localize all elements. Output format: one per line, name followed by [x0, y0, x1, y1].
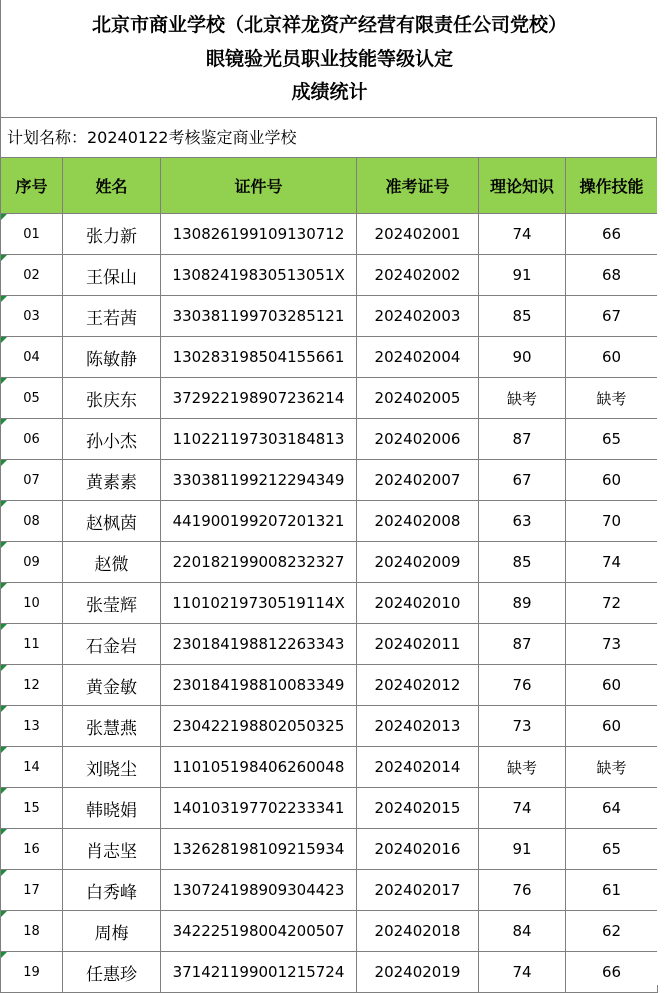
cell-name[interactable]: 赵微	[63, 542, 161, 583]
title-line-3: 成绩统计	[291, 81, 368, 103]
cell-seq[interactable]: 17	[1, 870, 63, 911]
cell-theory[interactable]: 74	[479, 214, 566, 255]
cell-exam[interactable]: 202402010	[357, 583, 479, 624]
cell-theory[interactable]: 91	[479, 255, 566, 296]
cell-seq[interactable]: 07	[1, 460, 63, 501]
cell-name[interactable]: 王保山	[63, 255, 161, 296]
cell-name[interactable]: 白秀峰	[63, 870, 161, 911]
cell-seq[interactable]: 04	[1, 337, 63, 378]
cell-theory[interactable]: 74	[479, 788, 566, 829]
cell-exam[interactable]: 202402018	[357, 911, 479, 952]
table-row	[1, 378, 658, 419]
cell-seq[interactable]: 19	[1, 952, 63, 993]
header-name[interactable]: 姓名	[63, 158, 161, 214]
title-line-1: 北京市商业学校（北京祥龙资产经营有限责任公司党校）	[91, 14, 567, 36]
cell-id[interactable]: 13082419830513051X	[161, 255, 357, 296]
cell-seq[interactable]: 13	[1, 706, 63, 747]
cell-name[interactable]: 周梅	[63, 911, 161, 952]
score-table	[0, 157, 658, 993]
title-block	[0, 0, 659, 117]
table-row	[1, 296, 658, 337]
cell-theory[interactable]: 87	[479, 419, 566, 460]
cell-exam[interactable]: 202402015	[357, 788, 479, 829]
title-line-2: 眼镜验光员职业技能等级认定	[205, 48, 453, 70]
cell-skill[interactable]: 67	[566, 296, 658, 337]
table-row	[1, 706, 658, 747]
cell-skill[interactable]: 65	[566, 419, 658, 460]
cell-exam[interactable]: 202402014	[357, 747, 479, 788]
cell-name[interactable]: 王若茜	[63, 296, 161, 337]
cell-name[interactable]: 黄金敏	[63, 665, 161, 706]
cell-name[interactable]: 张庆东	[63, 378, 161, 419]
table-row	[1, 501, 658, 542]
table-row	[1, 870, 658, 911]
cell-exam[interactable]: 202402009	[357, 542, 479, 583]
header-exam[interactable]: 准考证号	[357, 158, 479, 214]
cell-theory[interactable]: 84	[479, 911, 566, 952]
cell-skill[interactable]: 60	[566, 706, 658, 747]
cell-name[interactable]: 肖志坚	[63, 829, 161, 870]
cell-exam[interactable]: 202402007	[357, 460, 479, 501]
cell-id[interactable]: 371421199001215724	[161, 952, 357, 993]
right-edge	[657, 0, 665, 985]
cell-exam[interactable]: 202402008	[357, 501, 479, 542]
cell-id[interactable]: 11010219730519114X	[161, 583, 357, 624]
cell-theory[interactable]: 85	[479, 296, 566, 337]
header-seq[interactable]: 序号	[1, 158, 63, 214]
cell-theory[interactable]: 91	[479, 829, 566, 870]
cell-theory[interactable]: 87	[479, 624, 566, 665]
cell-skill[interactable]: 缺考	[566, 747, 658, 788]
cell-name[interactable]: 任惠珍	[63, 952, 161, 993]
cell-theory[interactable]: 缺考	[479, 747, 566, 788]
table-row	[1, 829, 658, 870]
cell-exam[interactable]: 202402012	[357, 665, 479, 706]
cell-exam[interactable]: 202402001	[357, 214, 479, 255]
cell-name[interactable]: 陈敏静	[63, 337, 161, 378]
cell-id[interactable]: 130283198504155661	[161, 337, 357, 378]
cell-name[interactable]: 张慧燕	[63, 706, 161, 747]
cell-exam[interactable]: 202402011	[357, 624, 479, 665]
cell-id[interactable]: 220182199008232327	[161, 542, 357, 583]
cell-name[interactable]: 黄素素	[63, 460, 161, 501]
cell-id[interactable]: 230184198812263343	[161, 624, 357, 665]
cell-exam[interactable]: 202402003	[357, 296, 479, 337]
cell-theory[interactable]: 76	[479, 870, 566, 911]
header-id[interactable]: 证件号	[161, 158, 357, 214]
cell-id[interactable]: 132628198109215934	[161, 829, 357, 870]
cell-seq[interactable]: 11	[1, 624, 63, 665]
cell-name[interactable]: 刘晓尘	[63, 747, 161, 788]
cell-seq[interactable]: 03	[1, 296, 63, 337]
cell-name[interactable]: 赵枫茵	[63, 501, 161, 542]
table-row	[1, 788, 658, 829]
table-row	[1, 542, 658, 583]
cell-id[interactable]: 342225198004200507	[161, 911, 357, 952]
cell-seq[interactable]: 15	[1, 788, 63, 829]
cell-id[interactable]: 140103197702233341	[161, 788, 357, 829]
cell-seq[interactable]: 01	[1, 214, 63, 255]
cell-skill[interactable]: 65	[566, 829, 658, 870]
cell-exam[interactable]: 202402019	[357, 952, 479, 993]
cell-id[interactable]: 110221197303184813	[161, 419, 357, 460]
cell-id[interactable]: 110105198406260048	[161, 747, 357, 788]
cell-name[interactable]: 韩晓娟	[63, 788, 161, 829]
cell-id[interactable]: 230422198802050325	[161, 706, 357, 747]
cell-id[interactable]: 441900199207201321	[161, 501, 357, 542]
cell-skill[interactable]: 60	[566, 665, 658, 706]
cell-skill[interactable]: 73	[566, 624, 658, 665]
cell-exam[interactable]: 202402002	[357, 255, 479, 296]
cell-seq[interactable]: 06	[1, 419, 63, 460]
table-row	[1, 747, 658, 788]
cell-id[interactable]: 330381199703285121	[161, 296, 357, 337]
cell-exam[interactable]: 202402013	[357, 706, 479, 747]
cell-skill[interactable]: 66	[566, 214, 658, 255]
cell-seq[interactable]: 14	[1, 747, 63, 788]
cell-id[interactable]: 130724198909304423	[161, 870, 357, 911]
cell-name[interactable]: 石金岩	[63, 624, 161, 665]
cell-skill[interactable]: 61	[566, 870, 658, 911]
cell-name[interactable]: 张莹辉	[63, 583, 161, 624]
cell-exam[interactable]: 202402005	[357, 378, 479, 419]
cell-theory[interactable]: 89	[479, 583, 566, 624]
cell-skill[interactable]: 62	[566, 911, 658, 952]
cell-name[interactable]: 张力新	[63, 214, 161, 255]
cell-skill[interactable]: 66	[566, 952, 658, 993]
cell-seq[interactable]: 12	[1, 665, 63, 706]
cell-skill[interactable]: 72	[566, 583, 658, 624]
table-row	[1, 911, 658, 952]
cell-skill[interactable]: 70	[566, 501, 658, 542]
cell-seq[interactable]: 10	[1, 583, 63, 624]
cell-id[interactable]: 230184198810083349	[161, 665, 357, 706]
cell-id[interactable]: 130826199109130712	[161, 214, 357, 255]
cell-theory[interactable]: 73	[479, 706, 566, 747]
cell-seq[interactable]: 18	[1, 911, 63, 952]
table-row	[1, 665, 658, 706]
header-skill[interactable]: 操作技能	[566, 158, 658, 214]
cell-seq[interactable]: 08	[1, 501, 63, 542]
cell-exam[interactable]: 202402016	[357, 829, 479, 870]
cell-seq[interactable]: 05	[1, 378, 63, 419]
cell-skill[interactable]: 缺考	[566, 378, 658, 419]
table-row	[1, 583, 658, 624]
table-row	[1, 419, 658, 460]
cell-theory[interactable]: 74	[479, 952, 566, 993]
cell-skill[interactable]: 68	[566, 255, 658, 296]
cell-exam[interactable]: 202402017	[357, 870, 479, 911]
cell-skill[interactable]: 74	[566, 542, 658, 583]
cell-theory[interactable]: 76	[479, 665, 566, 706]
table-row	[1, 255, 658, 296]
cell-name[interactable]: 孙小杰	[63, 419, 161, 460]
cell-theory[interactable]: 90	[479, 337, 566, 378]
cell-skill[interactable]: 60	[566, 460, 658, 501]
header-row	[1, 158, 658, 214]
table-row	[1, 214, 658, 255]
header-theory[interactable]: 理论知识	[479, 158, 566, 214]
plan-name[interactable]: 计划名称：20240122考核鉴定商业学校	[0, 117, 657, 157]
table-row	[1, 337, 658, 378]
cell-seq[interactable]: 02	[1, 255, 63, 296]
cell-exam[interactable]: 202402004	[357, 337, 479, 378]
cell-skill[interactable]: 60	[566, 337, 658, 378]
cell-seq[interactable]: 16	[1, 829, 63, 870]
cell-theory[interactable]: 85	[479, 542, 566, 583]
cell-seq[interactable]: 09	[1, 542, 63, 583]
table-row	[1, 624, 658, 665]
cell-exam[interactable]: 202402006	[357, 419, 479, 460]
table-row	[1, 460, 658, 501]
cell-theory[interactable]: 63	[479, 501, 566, 542]
table-row	[1, 952, 658, 993]
cell-theory[interactable]: 67	[479, 460, 566, 501]
cell-id[interactable]: 330381199212294349	[161, 460, 357, 501]
cell-skill[interactable]: 64	[566, 788, 658, 829]
cell-theory[interactable]: 缺考	[479, 378, 566, 419]
cell-id[interactable]: 372922198907236214	[161, 378, 357, 419]
